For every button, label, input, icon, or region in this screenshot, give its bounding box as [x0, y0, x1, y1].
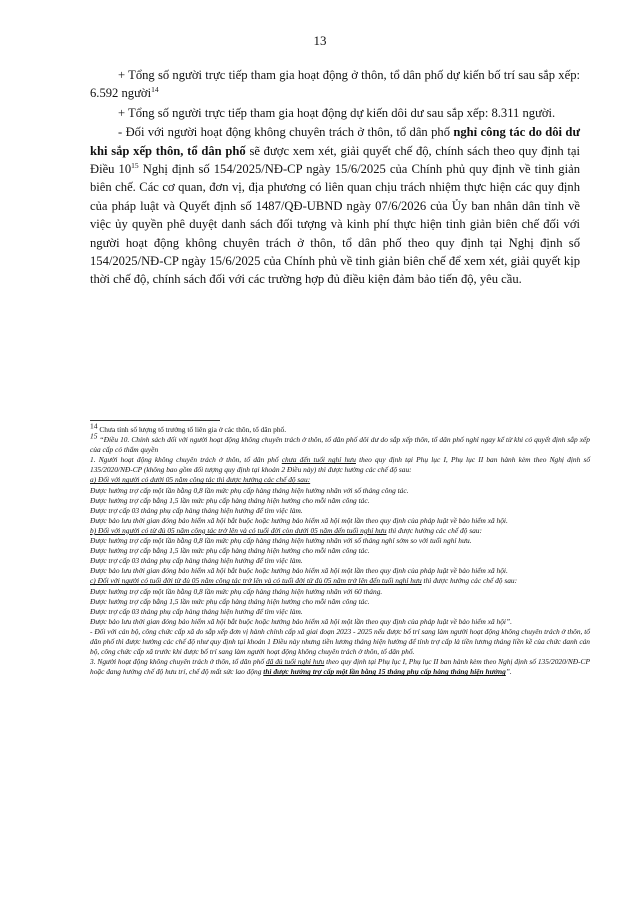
footnote-line: Được hưởng trợ cấp bằng 1,5 lần mức phụ cấp hàng tháng hiện hưởng cho mỗi năm công tác. [90, 495, 370, 505]
paragraph-planned-staff: + Tổng số người trực tiếp tham gia hoạt động ở thôn, tổ dân phố dự kiến bố trí sau sắp xếp: 6.592 người$^{14}$ [90, 68, 580, 101]
bold-phrase: nghỉ công tác do dôi dư khi sắp xếp thôn, tổ dân phố [90, 125, 580, 158]
footnote-line: Được trợ cấp 03 tháng phụ cấp hàng tháng hiện hưởng để tìm việc làm. [90, 556, 303, 566]
footnote-clause-1: 1. Người hoạt động không chuyên trách ở thôn, tổ dân phố chưa đến tuổi nghỉ hưu theo quy định tại Phụ lục I, Phụ lục II ban hành kèm theo Nghị định số 135/2020/NĐ-CP (không bao gồm đối tượng quy định tại khoản 2 Điều này) thì được hưởng các chế độ sau: [90, 455, 591, 475]
footnote-line: Được trợ cấp 03 tháng phụ cấp hàng tháng hiện hưởng để tìm việc làm. [90, 505, 303, 515]
footnote-clause-a: a) Đối với người có dưới 05 năm công tác thì được hưởng các chế độ sau: [90, 475, 311, 485]
footnote-14: $^{14}$ Chưa tính số lượng tổ trưởng tổ liên gia ở các thôn, tổ dân phố. [90, 421, 287, 434]
footnote-line: Được bảo lưu thời gian đóng bảo hiểm xã hội bắt buộc hoặc hưởng bảo hiểm xã hội một lần theo quy định của pháp luật về bảo hiểm xã hội”. [90, 616, 512, 626]
footnote-line: Được hưởng trợ cấp bằng 1,5 lần mức phụ cấp hàng tháng hiện hưởng cho mỗi năm công tác. [90, 596, 370, 606]
footnote-clause-3: 3. Người hoạt động không chuyên trách ở thôn, tổ dân phố đã đủ tuổi nghỉ hưu theo quy định tại Phụ lục I, Phụ lục II ban hành kèm theo Nghị định số 135/2020/NĐ-CP hoặc đang hưởng chế độ hưu trí, chế độ mất sức lao động thì được hưởng trợ cấp một lần bằng 15 tháng phụ cấp hàng tháng hiện hưởng”. [90, 657, 591, 677]
footnote-line: Được hưởng trợ cấp bằng 1,5 lần mức phụ cấp hàng tháng hiện hưởng cho mỗi năm công tác. [90, 546, 370, 556]
paragraph-surplus-staff: + Tổng số người trực tiếp tham gia hoạt động dự kiến dôi dư sau sắp xếp: 8.311 người. [118, 105, 556, 120]
footnote-line: Được bảo lưu thời gian đóng bảo hiểm xã hội bắt buộc hoặc hưởng bảo hiểm xã hội một lần theo quy định của pháp luật về bảo hiểm xã hội. [90, 515, 508, 525]
footnote-15-heading: $^{15}$ “Điều 10. Chính sách đối với người hoạt động không chuyên trách ở thôn, tổ dân phố dôi dư do sắp xếp thôn, tổ dân phố nghỉ ngay kể từ khi có quyết định sắp xếp của cấp có thẩm quyền [90, 431, 590, 455]
footnote-ref-15[interactable]: 15 [131, 160, 139, 170]
footnotes [90, 421, 591, 677]
footnote-ref-14[interactable]: 14 [151, 85, 159, 95]
body-text [90, 66, 580, 290]
paragraph-policy: - Đối với người hoạt động không chuyên trách ở thôn, tổ dân phố nghỉ công tác do dôi dư khi sắp xếp thôn, tổ dân phố sẽ được xem xét, giải quyết chế độ, chính sách theo quy định tại Điều $10^{15}$ Nghị định số 154/2025/NĐ-CP ngày 15/6/2025 của Chính phủ quy định về tinh giản biên chế. Các cơ quan, đơn vị, địa phương có liên quan chịu trách nhiệm thực hiện các quy định của pháp luật và Quyết định số 1487/QĐ-UBND ngày 07/6/2026 của Ủy ban nhân dân tỉnh về việc ủy quyền phê duyệt danh sách đối tượng và kinh phí thực hiện tinh giản biên chế đối với người hoạt động không chuyên trách ở thôn, tổ dân phố theo quy định tại Nghị định số 154/2025/NĐ-CP ngày 15/6/2025 của Chính phủ về tinh giản biên chế để xem xét, giải quyết kịp thời chế độ, chính sách đối với các trường hợp đủ điều kiện đảm bảo tiến độ, yêu cầu. [90, 125, 580, 287]
footnote-clause-b: b) Đối với người có từ đủ 05 năm công tác trở lên và có tuổi đời còn dưới 05 năm đến tuổi nghỉ hưu thì được hưởng các chế độ sau: [90, 525, 482, 535]
footnote-clause-c: c) Đối với người có tuổi đời từ đủ 05 năm công tác trở lên và có tuổi đời từ đủ 05 năm trở lên đến tuổi nghỉ hưu thì được hưởng các chế độ sau: [90, 576, 518, 586]
footnote-line: Được trợ cấp 03 tháng phụ cấp hàng tháng hiện hưởng để tìm việc làm. [90, 606, 303, 616]
footnote-clause-officials: - Đối với cán bộ, công chức cấp xã do sắp xếp đơn vị hành chính cấp xã giai đoạn 2023 - 2025 nếu được bố trí sang làm người hoạt động không chuyên trách ở thôn, tổ dân phố thì được hưởng các chế độ như quy định tại khoản 1 Điều này nhưng tiền lương tháng hiện hưởng để tính trợ cấp là tiền lương tháng liền kề của chức danh cán bộ, công chức cấp xã trước khi được bố trí sang làm người hoạt động không chuyên trách ở thôn, tổ dân phố. [90, 626, 590, 657]
page-number: 13 [313, 33, 327, 48]
footnote-line: Được hưởng trợ cấp một lần bằng 0,8 lần mức phụ cấp hàng tháng hiện hưởng nhân với số tháng công tác. [90, 485, 409, 495]
footnote-line: Được bảo lưu thời gian đóng bảo hiểm xã hội bắt buộc hoặc hưởng bảo hiểm xã hội một lần theo quy định của pháp luật về bảo hiểm xã hội. [90, 566, 508, 576]
footnote-separator [90, 420, 220, 421]
footnote-line: Được hưởng trợ cấp một lần bằng 0,8 lần mức phụ cấp hàng tháng hiện hưởng nhân với 60 tháng. [90, 586, 383, 596]
footnote-line: Được hưởng trợ cấp một lần bằng 0,8 lần mức phụ cấp hàng tháng hiện hưởng nhân với số tháng nghỉ sớm so với tuổi nghỉ hưu. [90, 536, 472, 546]
